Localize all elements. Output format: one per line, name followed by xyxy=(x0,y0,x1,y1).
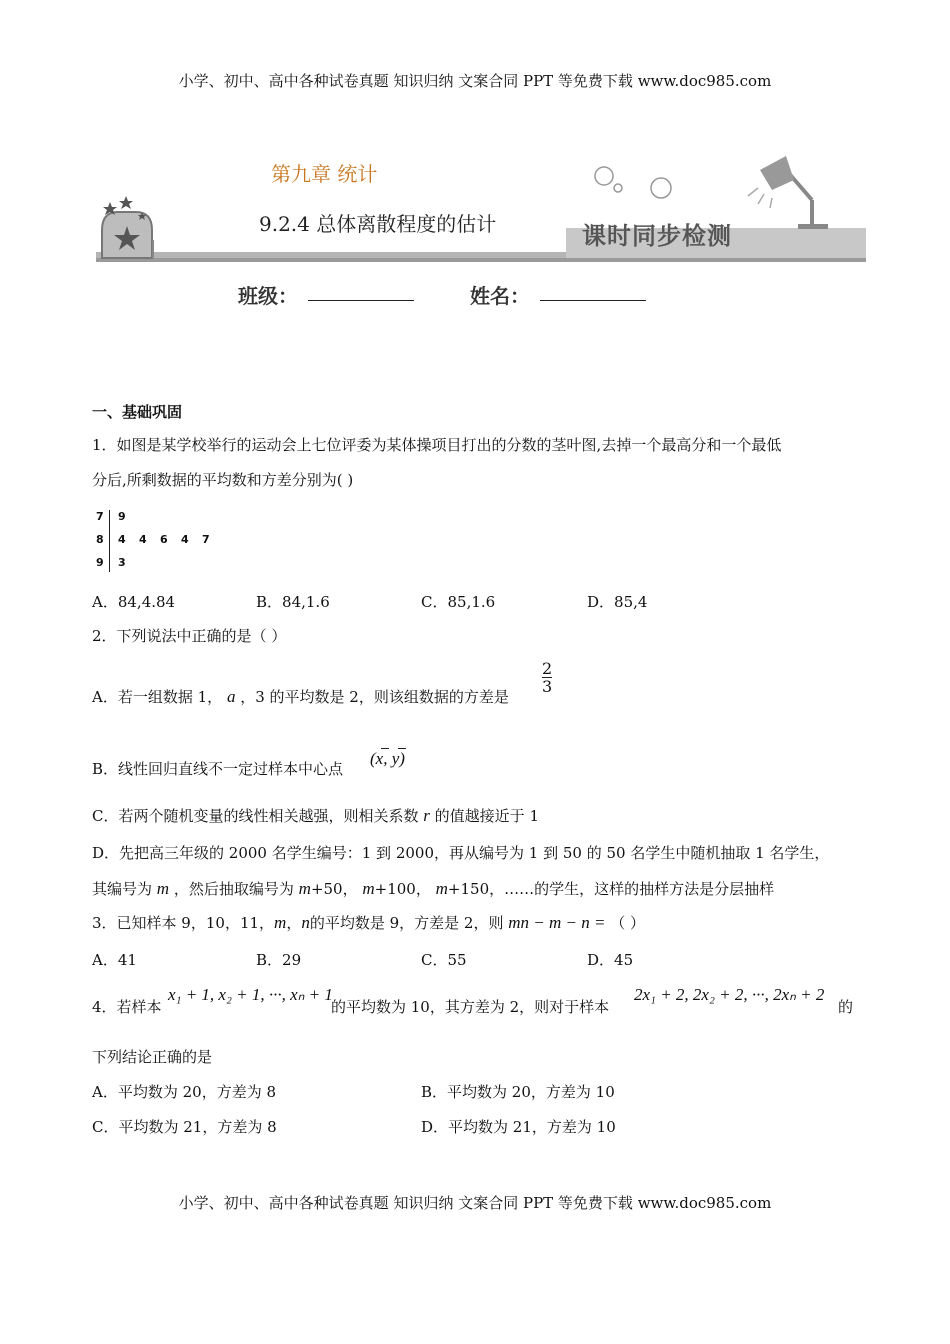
q3-option-a[interactable]: A．41 xyxy=(92,951,137,969)
q2-c-post: 的值越接近于 1 xyxy=(434,807,539,825)
q2-a-var: a xyxy=(226,687,236,706)
leaf: 3 xyxy=(118,556,126,569)
name-blank[interactable] xyxy=(540,300,646,301)
stem-8: 8 xyxy=(96,533,104,546)
q3-expr: mn − m − n = xyxy=(508,913,606,932)
q3-option-d[interactable]: D．45 xyxy=(587,951,634,969)
section-title: 一、基础巩固 xyxy=(92,403,183,421)
q4-expr2: 2x₁ + 2, 2x₂ + 2, ···, 2xₙ + 2 xyxy=(634,985,825,1004)
chapter-title: 第九章 统计 xyxy=(271,162,378,186)
lesson-title: 9.2.4 总体离散程度的估计 xyxy=(259,212,497,236)
fraction-denominator: 3 xyxy=(542,677,553,696)
q2-b-text: B．线性回归直线不一定过样本中心点 xyxy=(92,760,344,778)
q4-option-c[interactable]: C．平均数为 21，方差为 8 xyxy=(92,1118,277,1136)
x-bar xyxy=(381,748,389,749)
q2-c-var: r xyxy=(423,806,430,825)
q2-option-b[interactable] xyxy=(92,759,343,779)
q2-a-fraction xyxy=(542,660,552,695)
q4-mid: 的平均数为 10，其方差为 2，则对于样本 xyxy=(331,998,610,1016)
leaf: 4 xyxy=(139,533,147,546)
q2-option-d-line1[interactable]: D．先把高三年级的 2000 名学生编号：1 到 2000，再从编号为 1 到 50 的 50 名学生中随机抽取 1 名学生， xyxy=(92,844,830,862)
banner-graphic xyxy=(96,140,866,270)
q3-n: n xyxy=(301,913,310,932)
q4-post: 的 xyxy=(838,998,854,1016)
q3-stem xyxy=(92,913,645,933)
q1-option-d[interactable]: D．85,4 xyxy=(587,593,648,611)
class-blank[interactable] xyxy=(308,300,414,301)
leaf: 9 xyxy=(118,510,126,523)
banner xyxy=(96,140,866,310)
q2-stem: 2．下列说法中正确的是（ ） xyxy=(92,627,287,645)
q3-mid: 的平均数是 9，方差是 2，则 xyxy=(309,914,504,932)
q3-option-c[interactable]: C．55 xyxy=(421,951,467,969)
q2-d-var: m xyxy=(156,879,170,898)
q2-d-t1: +50， xyxy=(310,880,358,898)
q2-d-p1: ，然后抽取编号为 xyxy=(173,880,294,898)
q1-option-a[interactable]: A．84,4.84 xyxy=(92,593,176,611)
q1-option-b[interactable]: B．84,1.6 xyxy=(256,593,330,611)
class-label: 班级： xyxy=(238,284,298,308)
q3-option-b[interactable]: B．29 xyxy=(256,951,302,969)
leaf: 4 xyxy=(118,533,126,546)
q3-pre: 3．已知样本 9，10，11， xyxy=(92,914,275,932)
q4-option-a[interactable]: A．平均数为 20，方差为 8 xyxy=(92,1083,276,1101)
q3-post: （ ） xyxy=(610,914,646,932)
q3-m: m xyxy=(274,913,287,932)
q2-d-t3: +150，……的学生，这样的抽样方法是分层抽样 xyxy=(447,880,775,898)
q2-a-pre: A．若一组数据 1， xyxy=(92,688,223,706)
q2-option-a[interactable] xyxy=(92,687,509,707)
q2-d-var: m xyxy=(435,879,448,898)
leaf: 7 xyxy=(202,533,210,546)
stem-divider xyxy=(109,510,110,572)
q2-b-point: (x, y) xyxy=(370,749,405,768)
q2-d-t2: +100， xyxy=(374,880,431,898)
q4-expr1: x₁ + 1, x₂ + 1, ···, xₙ + 1 xyxy=(168,985,333,1004)
q1-line2: 分后,所剩数据的平均数和方差分别为( ) xyxy=(92,471,354,489)
q2-option-d-line2 xyxy=(92,879,774,899)
q4-line2: 下列结论正确的是 xyxy=(92,1048,213,1066)
badge-text: 课时同步检测 xyxy=(582,222,732,250)
q2-d-pre: 其编号为 xyxy=(92,880,153,898)
q1-line1: 1．如图是某学校举行的运动会上七位评委为某体操项目打出的分数的茎叶图,去掉一个最高分和一个最低 xyxy=(92,436,782,454)
name-label: 姓名： xyxy=(470,284,530,308)
q4-option-d[interactable]: D．平均数为 21，方差为 10 xyxy=(421,1118,616,1136)
leaf: 6 xyxy=(160,533,168,546)
page-header: 小学、初中、高中各种试卷真题 知识归纳 文案合同 PPT 等免费下载 www.doc985.com xyxy=(178,72,772,90)
q2-d-var: m xyxy=(362,879,375,898)
page-footer: 小学、初中、高中各种试卷真题 知识归纳 文案合同 PPT 等免费下载 www.doc985.com xyxy=(178,1194,772,1212)
q2-a-mid: ，3 的平均数是 2，则该组数据的方差是 xyxy=(240,688,509,706)
q3-sep: ， xyxy=(286,914,302,932)
q1-option-c[interactable]: C．85,1.6 xyxy=(421,593,496,611)
q2-d-var: m xyxy=(298,879,311,898)
leaf: 4 xyxy=(181,533,189,546)
q4-option-b[interactable]: B．平均数为 20，方差为 10 xyxy=(421,1083,615,1101)
q2-option-c[interactable] xyxy=(92,806,539,826)
y-bar xyxy=(398,748,406,749)
fraction-numerator: 2 xyxy=(542,659,553,678)
stem-leaf-plot xyxy=(94,508,234,574)
q2-c-pre: C．若两个随机变量的线性相关越强，则相关系数 xyxy=(92,807,419,825)
stem-7: 7 xyxy=(96,510,104,523)
q4-pre: 4．若样本 xyxy=(92,998,162,1016)
stem-9: 9 xyxy=(96,556,104,569)
